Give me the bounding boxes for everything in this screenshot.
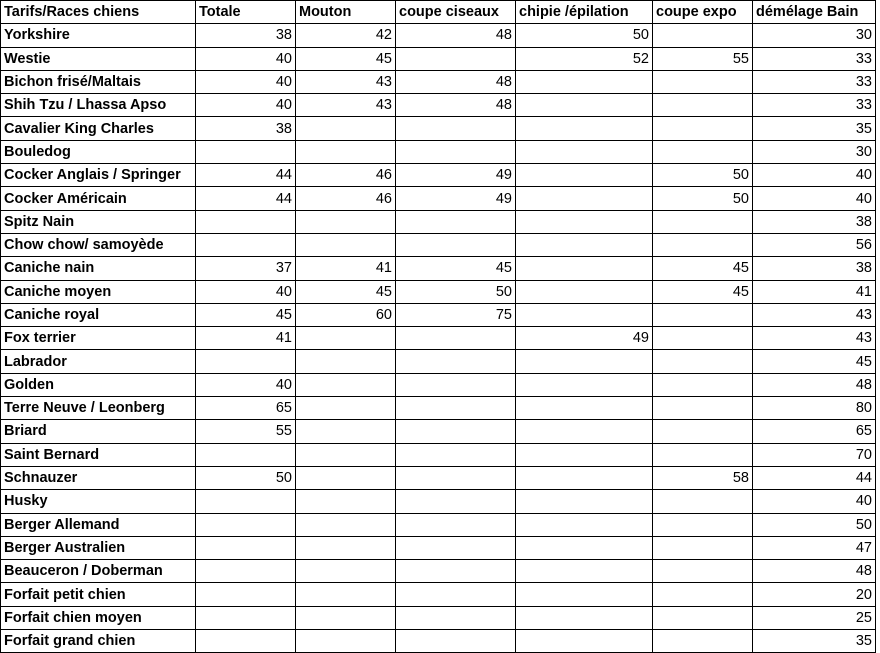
header-chipie-epilation: chipie /épilation (516, 1, 653, 24)
cell-demelage-bain: 35 (753, 630, 876, 653)
cell-demelage-bain: 33 (753, 70, 876, 93)
table-row (1, 536, 876, 559)
cell-chipie-epilation (516, 490, 653, 513)
cell-demelage-bain: 43 (753, 303, 876, 326)
table-row (1, 47, 876, 70)
cell-coupe-expo: 45 (653, 280, 753, 303)
cell-demelage-bain: 45 (753, 350, 876, 373)
table-row (1, 94, 876, 117)
cell-coupe-expo (653, 630, 753, 653)
cell-totale (196, 350, 296, 373)
cell-totale (196, 630, 296, 653)
cell-coupe-ciseaux: 48 (396, 24, 516, 47)
cell-demelage-bain: 48 (753, 373, 876, 396)
cell-mouton (296, 630, 396, 653)
cell-coupe-ciseaux (396, 140, 516, 163)
cell-mouton (296, 140, 396, 163)
cell-coupe-expo (653, 70, 753, 93)
cell-mouton (296, 606, 396, 629)
cell-coupe-ciseaux (396, 513, 516, 536)
cell-coupe-ciseaux: 50 (396, 280, 516, 303)
cell-mouton (296, 327, 396, 350)
cell-chipie-epilation (516, 373, 653, 396)
table-row (1, 397, 876, 420)
cell-breed: Golden (1, 373, 196, 396)
cell-chipie-epilation (516, 466, 653, 489)
table-row (1, 560, 876, 583)
cell-coupe-ciseaux (396, 350, 516, 373)
cell-coupe-expo (653, 420, 753, 443)
cell-coupe-ciseaux (396, 490, 516, 513)
cell-coupe-ciseaux (396, 117, 516, 140)
cell-coupe-ciseaux (396, 47, 516, 70)
cell-demelage-bain: 30 (753, 24, 876, 47)
cell-coupe-expo (653, 24, 753, 47)
cell-chipie-epilation (516, 187, 653, 210)
cell-breed: Berger Australien (1, 536, 196, 559)
cell-coupe-expo (653, 606, 753, 629)
cell-breed: Cocker Anglais / Springer (1, 164, 196, 187)
cell-totale: 40 (196, 94, 296, 117)
cell-coupe-expo: 58 (653, 466, 753, 489)
cell-mouton: 41 (296, 257, 396, 280)
cell-totale: 40 (196, 47, 296, 70)
cell-breed: Chow chow/ samoyède (1, 233, 196, 256)
table-row (1, 513, 876, 536)
table-row (1, 187, 876, 210)
cell-chipie-epilation (516, 164, 653, 187)
cell-coupe-expo: 45 (653, 257, 753, 280)
cell-demelage-bain: 40 (753, 164, 876, 187)
cell-demelage-bain: 80 (753, 397, 876, 420)
cell-totale (196, 233, 296, 256)
cell-coupe-expo (653, 303, 753, 326)
cell-chipie-epilation (516, 606, 653, 629)
cell-breed: Fox terrier (1, 327, 196, 350)
cell-chipie-epilation (516, 583, 653, 606)
cell-totale: 38 (196, 24, 296, 47)
cell-breed: Beauceron / Doberman (1, 560, 196, 583)
cell-chipie-epilation (516, 303, 653, 326)
cell-coupe-ciseaux (396, 536, 516, 559)
cell-mouton: 46 (296, 164, 396, 187)
cell-totale: 45 (196, 303, 296, 326)
table-row (1, 257, 876, 280)
cell-coupe-ciseaux (396, 210, 516, 233)
cell-coupe-expo (653, 210, 753, 233)
cell-chipie-epilation (516, 117, 653, 140)
cell-demelage-bain: 48 (753, 560, 876, 583)
table-row (1, 303, 876, 326)
cell-coupe-expo (653, 560, 753, 583)
cell-demelage-bain: 56 (753, 233, 876, 256)
cell-coupe-ciseaux (396, 420, 516, 443)
cell-coupe-ciseaux: 48 (396, 70, 516, 93)
cell-breed: Bichon frisé/Maltais (1, 70, 196, 93)
cell-demelage-bain: 40 (753, 187, 876, 210)
cell-breed: Briard (1, 420, 196, 443)
cell-mouton: 60 (296, 303, 396, 326)
cell-demelage-bain: 70 (753, 443, 876, 466)
cell-coupe-ciseaux (396, 397, 516, 420)
cell-demelage-bain: 25 (753, 606, 876, 629)
cell-breed: Labrador (1, 350, 196, 373)
cell-mouton: 43 (296, 70, 396, 93)
header-row (1, 1, 876, 24)
cell-chipie-epilation (516, 630, 653, 653)
cell-breed: Westie (1, 47, 196, 70)
cell-chipie-epilation (516, 350, 653, 373)
table-row (1, 606, 876, 629)
cell-mouton (296, 117, 396, 140)
cell-mouton (296, 420, 396, 443)
cell-demelage-bain: 35 (753, 117, 876, 140)
cell-coupe-expo (653, 140, 753, 163)
cell-mouton (296, 466, 396, 489)
cell-breed: Husky (1, 490, 196, 513)
table-row (1, 70, 876, 93)
cell-totale (196, 490, 296, 513)
cell-totale: 40 (196, 280, 296, 303)
cell-demelage-bain: 43 (753, 327, 876, 350)
cell-totale (196, 583, 296, 606)
cell-demelage-bain: 41 (753, 280, 876, 303)
cell-totale: 41 (196, 327, 296, 350)
table-row (1, 233, 876, 256)
cell-coupe-expo (653, 536, 753, 559)
cell-totale (196, 536, 296, 559)
cell-chipie-epilation (516, 233, 653, 256)
table-body (1, 24, 876, 653)
cell-totale (196, 560, 296, 583)
cell-coupe-expo (653, 117, 753, 140)
cell-chipie-epilation (516, 257, 653, 280)
cell-coupe-ciseaux (396, 583, 516, 606)
table-row (1, 210, 876, 233)
cell-chipie-epilation (516, 420, 653, 443)
cell-breed: Yorkshire (1, 24, 196, 47)
cell-breed: Saint Bernard (1, 443, 196, 466)
header-mouton: Mouton (296, 1, 396, 24)
cell-chipie-epilation (516, 210, 653, 233)
table-row (1, 490, 876, 513)
cell-coupe-ciseaux (396, 373, 516, 396)
cell-coupe-ciseaux: 48 (396, 94, 516, 117)
cell-breed: Cocker Américain (1, 187, 196, 210)
cell-breed: Shih Tzu / Lhassa Apso (1, 94, 196, 117)
cell-coupe-ciseaux: 49 (396, 187, 516, 210)
table-row (1, 350, 876, 373)
cell-breed: Schnauzer (1, 466, 196, 489)
cell-coupe-expo (653, 350, 753, 373)
cell-coupe-ciseaux (396, 466, 516, 489)
cell-coupe-expo: 50 (653, 187, 753, 210)
cell-mouton: 45 (296, 280, 396, 303)
cell-chipie-epilation (516, 70, 653, 93)
cell-coupe-expo (653, 94, 753, 117)
cell-totale: 44 (196, 187, 296, 210)
cell-coupe-ciseaux (396, 606, 516, 629)
cell-coupe-expo (653, 443, 753, 466)
cell-breed: Spitz Nain (1, 210, 196, 233)
cell-coupe-ciseaux: 49 (396, 164, 516, 187)
cell-coupe-expo (653, 513, 753, 536)
cell-totale: 65 (196, 397, 296, 420)
cell-mouton (296, 373, 396, 396)
cell-demelage-bain: 33 (753, 47, 876, 70)
cell-totale: 38 (196, 117, 296, 140)
cell-totale (196, 606, 296, 629)
cell-totale: 37 (196, 257, 296, 280)
cell-mouton (296, 443, 396, 466)
cell-demelage-bain: 38 (753, 257, 876, 280)
cell-totale: 50 (196, 466, 296, 489)
table-row (1, 24, 876, 47)
cell-mouton (296, 583, 396, 606)
cell-chipie-epilation (516, 397, 653, 420)
cell-mouton (296, 350, 396, 373)
header-demelage-bain: démélage Bain (753, 1, 876, 24)
cell-coupe-ciseaux (396, 327, 516, 350)
cell-totale (196, 210, 296, 233)
table-row (1, 630, 876, 653)
cell-breed: Bouledog (1, 140, 196, 163)
cell-mouton: 45 (296, 47, 396, 70)
cell-totale: 40 (196, 70, 296, 93)
cell-breed: Caniche moyen (1, 280, 196, 303)
table-row (1, 583, 876, 606)
cell-breed: Caniche nain (1, 257, 196, 280)
cell-mouton (296, 536, 396, 559)
cell-coupe-expo (653, 373, 753, 396)
cell-coupe-expo (653, 490, 753, 513)
header-breed: Tarifs/Races chiens (1, 1, 196, 24)
cell-breed: Berger Allemand (1, 513, 196, 536)
cell-mouton: 46 (296, 187, 396, 210)
cell-breed: Forfait chien moyen (1, 606, 196, 629)
cell-mouton (296, 513, 396, 536)
cell-chipie-epilation: 52 (516, 47, 653, 70)
cell-totale (196, 513, 296, 536)
cell-chipie-epilation: 49 (516, 327, 653, 350)
header-coupe-ciseaux: coupe ciseaux (396, 1, 516, 24)
cell-demelage-bain: 47 (753, 536, 876, 559)
cell-breed: Forfait grand chien (1, 630, 196, 653)
cell-chipie-epilation (516, 560, 653, 583)
cell-coupe-expo (653, 397, 753, 420)
cell-chipie-epilation (516, 94, 653, 117)
table-row (1, 420, 876, 443)
cell-breed: Caniche royal (1, 303, 196, 326)
cell-breed: Cavalier King Charles (1, 117, 196, 140)
cell-coupe-ciseaux (396, 443, 516, 466)
cell-totale: 40 (196, 373, 296, 396)
cell-mouton (296, 210, 396, 233)
cell-chipie-epilation (516, 443, 653, 466)
cell-coupe-expo: 55 (653, 47, 753, 70)
table-row (1, 327, 876, 350)
cell-chipie-epilation (516, 140, 653, 163)
cell-mouton (296, 397, 396, 420)
table-row (1, 443, 876, 466)
table-row (1, 140, 876, 163)
cell-breed: Forfait petit chien (1, 583, 196, 606)
cell-coupe-expo (653, 233, 753, 256)
table-row (1, 280, 876, 303)
cell-mouton: 42 (296, 24, 396, 47)
header-totale: Totale (196, 1, 296, 24)
cell-coupe-ciseaux: 75 (396, 303, 516, 326)
cell-demelage-bain: 20 (753, 583, 876, 606)
cell-demelage-bain: 38 (753, 210, 876, 233)
table-row (1, 373, 876, 396)
cell-demelage-bain: 44 (753, 466, 876, 489)
cell-mouton (296, 490, 396, 513)
cell-coupe-expo (653, 327, 753, 350)
table-row (1, 164, 876, 187)
cell-chipie-epilation (516, 536, 653, 559)
cell-demelage-bain: 65 (753, 420, 876, 443)
cell-totale: 44 (196, 164, 296, 187)
cell-coupe-ciseaux (396, 560, 516, 583)
header-coupe-expo: coupe expo (653, 1, 753, 24)
cell-coupe-ciseaux (396, 233, 516, 256)
cell-totale (196, 443, 296, 466)
cell-mouton: 43 (296, 94, 396, 117)
table-row (1, 466, 876, 489)
cell-chipie-epilation: 50 (516, 24, 653, 47)
cell-chipie-epilation (516, 513, 653, 536)
cell-mouton (296, 560, 396, 583)
cell-coupe-ciseaux (396, 630, 516, 653)
cell-demelage-bain: 40 (753, 490, 876, 513)
cell-breed: Terre Neuve / Leonberg (1, 397, 196, 420)
cell-coupe-ciseaux: 45 (396, 257, 516, 280)
cell-coupe-expo: 50 (653, 164, 753, 187)
cell-demelage-bain: 33 (753, 94, 876, 117)
cell-demelage-bain: 30 (753, 140, 876, 163)
cell-totale (196, 140, 296, 163)
cell-chipie-epilation (516, 280, 653, 303)
cell-totale: 55 (196, 420, 296, 443)
table-row (1, 117, 876, 140)
cell-coupe-expo (653, 583, 753, 606)
cell-demelage-bain: 50 (753, 513, 876, 536)
cell-mouton (296, 233, 396, 256)
